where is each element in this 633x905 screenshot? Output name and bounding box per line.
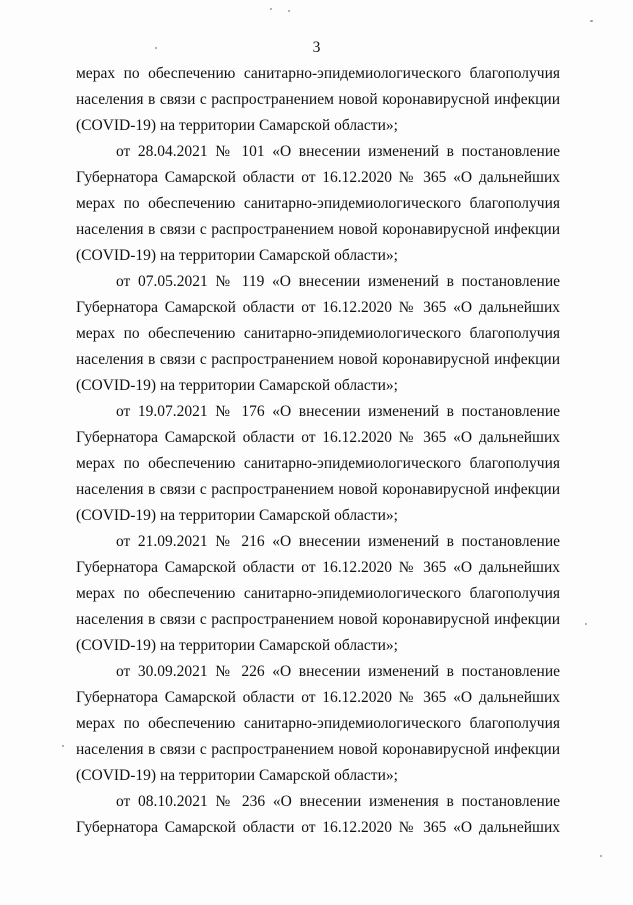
text-line: Губернатора Самарской области от 16.12.2020 № 365 «О дальнейших [76,559,560,576]
scan-speck [585,623,587,625]
text-line: мерах по обеспечению санитарно-эпидемиологического благополучия [76,455,560,472]
text-line: мерах по обеспечению санитарно-эпидемиологического благополучия [76,585,560,602]
text-line: от 08.10.2021 № 236 «О внесении изменения в постановление [116,793,560,810]
text-line: от 28.04.2021 № 101 «О внесении изменений в постановление [116,143,560,160]
body-text [76,61,560,841]
scan-speck [590,20,593,22]
text-line: Губернатора Самарской области от 16.12.2020 № 365 «О дальнейших [76,299,560,316]
text-line: мерах по обеспечению санитарно-эпидемиологического благополучия [76,325,560,342]
text-line: Губернатора Самарской области от 16.12.2020 № 365 «О дальнейших [76,429,560,446]
text-line: (COVID-19) на территории Самарской области»; [76,637,398,654]
text-line: населения в связи с распространением новой коронавирусной инфекции [76,351,560,368]
text-line: населения в связи с распространением новой коронавирусной инфекции [76,741,560,758]
text-line: населения в связи с распространением новой коронавирусной инфекции [76,91,560,108]
text-line: Губернатора Самарской области от 16.12.2020 № 365 «О дальнейших [76,819,560,836]
text-line: от 30.09.2021 № 226 «О внесении изменений в постановление [116,663,560,680]
page-number: 3 [312,39,321,56]
text-line: (COVID-19) на территории Самарской области»; [76,377,398,394]
text-line: населения в связи с распространением новой коронавирусной инфекции [76,481,560,498]
text-line: (COVID-19) на территории Самарской области»; [76,507,398,524]
text-line: населения в связи с распространением новой коронавирусной инфекции [76,221,560,238]
text-line: (COVID-19) на территории Самарской области»; [76,117,398,134]
text-line: от 19.07.2021 № 176 «О внесении изменений в постановление [116,403,560,420]
scan-speck [62,745,64,747]
text-line: от 21.09.2021 № 216 «О внесении изменений в постановление [116,533,560,550]
text-line: мерах по обеспечению санитарно-эпидемиологического благополучия [76,715,560,732]
scan-speck [270,8,272,10]
text-line: Губернатора Самарской области от 16.12.2020 № 365 «О дальнейших [76,169,560,186]
text-line: (COVID-19) на территории Самарской области»; [76,767,398,784]
text-line: мерах по обеспечению санитарно-эпидемиологического благополучия [76,195,560,212]
text-line: (COVID-19) на территории Самарской области»; [76,247,398,264]
text-line: Губернатора Самарской области от 16.12.2020 № 365 «О дальнейших [76,689,560,706]
scan-speck [600,855,602,857]
scan-speck [155,47,157,49]
text-line: мерах по обеспечению санитарно-эпидемиологического благополучия [76,65,560,82]
scan-speck [288,10,290,12]
text-line: от 07.05.2021 № 119 «О внесении изменений в постановление [116,273,560,290]
text-line: населения в связи с распространением новой коронавирусной инфекции [76,611,560,628]
